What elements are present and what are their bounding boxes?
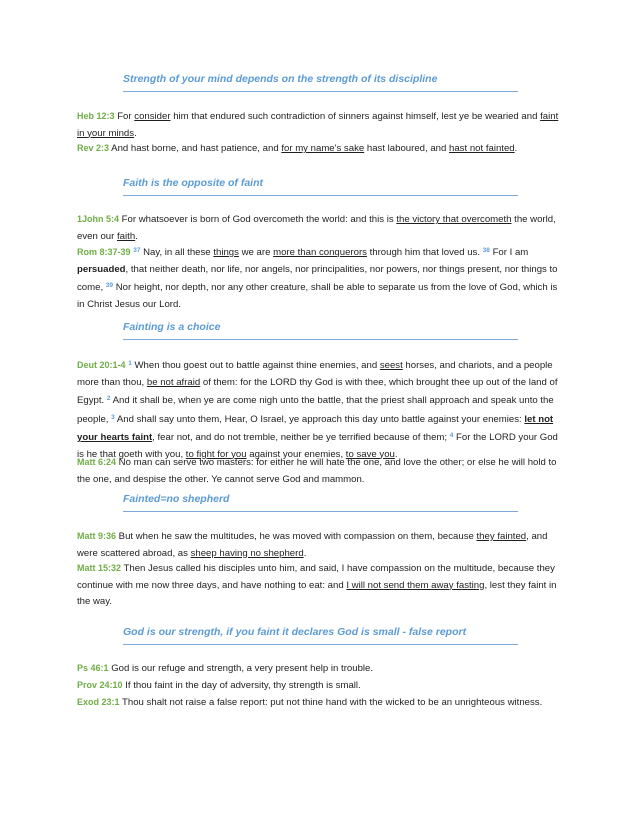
section-discipline	[0, 73, 638, 154]
section-shepherd	[0, 493, 638, 607]
verse-text: And hast borne, and hast patience, and	[109, 143, 282, 154]
verse-text: Nor height, nor depth, nor any other creature, shall be able to separate us from the love of God, which is in Christ Jesus our Lord.	[77, 282, 558, 310]
verse-text: For whatsoever is born of God overcometh the world: and this is	[119, 214, 397, 225]
verse-reference: Deut 20:1-4	[77, 360, 126, 370]
section-heading-wrap	[0, 321, 638, 351]
verse-text: the world, even our	[77, 214, 556, 242]
emphasis-underline: to fight for you	[185, 448, 247, 460]
emphasis-bold-underline: let not your hearts faint	[77, 413, 554, 443]
emphasis-underline: sheep having no shepherd	[190, 547, 304, 559]
verse-paragraph	[77, 560, 562, 611]
verse-reference: Prov 24:10	[77, 680, 123, 690]
verse-paragraph	[77, 140, 562, 158]
section-heading-wrap	[0, 493, 638, 523]
section-heading-wrap	[0, 626, 638, 656]
verse-number: 39	[105, 282, 114, 289]
verse-text: through him that loved us.	[366, 247, 483, 258]
verse-text: When thou goest out to battle against thine enemies, and	[131, 360, 380, 371]
emphasis-underline: the victory that overcometh	[396, 214, 512, 225]
emphasis-underline: more than conquerors	[273, 247, 367, 258]
verse-text: For I am	[489, 247, 529, 258]
verse-text: horses, and chariots, and a people more than thou,	[77, 360, 553, 388]
emphasis-underline: they fainted	[476, 531, 527, 542]
section-heading: Faith is the opposite of faint	[123, 177, 263, 189]
verse-text: him that endured such contradiction of sinners against himself, lest ye be wearied and	[170, 111, 541, 122]
verse-paragraph	[77, 660, 562, 678]
verse-paragraph	[77, 356, 562, 463]
emphasis-underline: be not afraid	[146, 376, 201, 388]
verse-number: 37	[133, 247, 141, 254]
verse-reference: Heb 12:3	[77, 111, 115, 121]
section-faith	[0, 177, 638, 310]
verse-reference: 1John 5:4	[77, 214, 120, 224]
verse-text: Thou shalt not raise a false report: put not thine hand with the wicked to be an unrighteous witness.	[119, 697, 543, 708]
verse-text: God is our refuge and strength, a very present help in trouble.	[108, 663, 374, 674]
section-heading: God is our strength, if you faint it declares God is small - false report	[123, 626, 467, 638]
verse-number: 4	[449, 432, 454, 439]
section-heading: Fainting is a choice	[123, 321, 221, 333]
heading-divider	[123, 339, 518, 340]
emphasis-underline: faith	[117, 230, 136, 242]
verse-text: .	[303, 547, 307, 559]
heading-divider	[123, 195, 518, 196]
verse-reference: Rev 2:3	[77, 143, 110, 153]
verse-text: .	[514, 143, 518, 154]
verse-text: .	[135, 230, 138, 242]
emphasis-underline: things	[213, 247, 239, 258]
verse-text: No man can serve two masters: for either he will hate the one, and love the other; or else he will hold to the one, and despise the other. Ye cannot serve God and mammon.	[77, 457, 557, 485]
section-choice	[0, 321, 638, 485]
section-heading: Fainted=no shepherd	[123, 493, 230, 505]
heading-divider	[123, 644, 518, 645]
verse-reference: Matt 6:24	[77, 457, 117, 467]
verse-text: , lest they faint in the way.	[77, 579, 557, 607]
verse-reference: Matt 9:36	[77, 531, 117, 541]
verse-text: .	[394, 448, 398, 460]
heading-divider	[123, 91, 518, 92]
verse-text: If thou faint in the day of adversity, thy strength is small.	[122, 680, 361, 691]
emphasis-underline: for my name's sake	[281, 143, 365, 154]
verse-text: And shall say unto them, Hear, O Israel, ye approach this day unto battle against your enemies:	[114, 413, 525, 425]
verse-reference: Rom 8:37-39	[77, 247, 131, 257]
verse-text: , and were scattered abroad, as	[77, 531, 548, 559]
verse-number: 38	[482, 247, 490, 254]
heading-divider	[123, 511, 518, 512]
verse-paragraph	[77, 454, 562, 488]
verse-reference: Exod 23:1	[77, 697, 120, 707]
verse-number: 1	[128, 360, 132, 367]
verse-paragraph	[77, 528, 562, 562]
emphasis-underline: seest	[379, 360, 403, 371]
emphasis-bold: persuaded	[77, 263, 126, 275]
verse-text: But when he saw the multitudes, he was moved with compassion on them, because	[116, 531, 477, 542]
section-false-report	[0, 626, 638, 708]
verse-paragraph	[77, 211, 562, 245]
verse-text: of them: for the LORD thy God is with thee, which brought thee up out of the land of Egypt.	[77, 376, 558, 406]
verse-paragraph	[77, 108, 562, 142]
verse-text: against your enemies,	[246, 448, 346, 460]
verse-text: hast laboured, and	[364, 143, 450, 154]
verse-text: Then Jesus called his disciples unto him, and said, I have compassion on the multitude, because they continue with me now three days, and have nothing to eat: and	[77, 563, 555, 591]
verse-paragraph	[77, 243, 562, 313]
emphasis-underline: faint in your minds	[77, 111, 559, 139]
emphasis-underline: to save you	[345, 448, 395, 460]
emphasis-underline: consider	[134, 111, 171, 122]
section-heading-wrap	[0, 73, 638, 103]
verse-text: Nay, in all these	[140, 247, 214, 258]
verse-text: we are	[238, 247, 274, 258]
emphasis-underline: I will not send them away fasting	[346, 579, 485, 591]
verse-text: , fear not, and do not tremble, neither be ye terrified because of them;	[152, 432, 450, 443]
verse-paragraph	[77, 677, 562, 695]
verse-text: And it shall be, when ye are come nigh unto the battle, that the priest shall approach and speak unto the people,	[77, 395, 554, 425]
verse-paragraph	[77, 694, 562, 712]
verse-number: 2	[106, 395, 111, 402]
verse-text: For the LORD your God is he that goeth with you,	[77, 432, 558, 460]
emphasis-underline: hast not fainted	[449, 143, 515, 154]
verse-text: For	[114, 111, 135, 122]
section-heading-wrap	[0, 177, 638, 207]
verse-text: .	[134, 127, 137, 139]
section-heading: Strength of your mind depends on the strength of its discipline	[123, 73, 438, 85]
verse-reference: Ps 46:1	[77, 663, 109, 673]
verse-text: , that neither death, nor life, nor angels, nor principalities, nor powers, nor things present, nor things to come,	[77, 263, 558, 293]
verse-number: 3	[111, 413, 115, 421]
verse-reference: Matt 15:32	[77, 563, 122, 573]
